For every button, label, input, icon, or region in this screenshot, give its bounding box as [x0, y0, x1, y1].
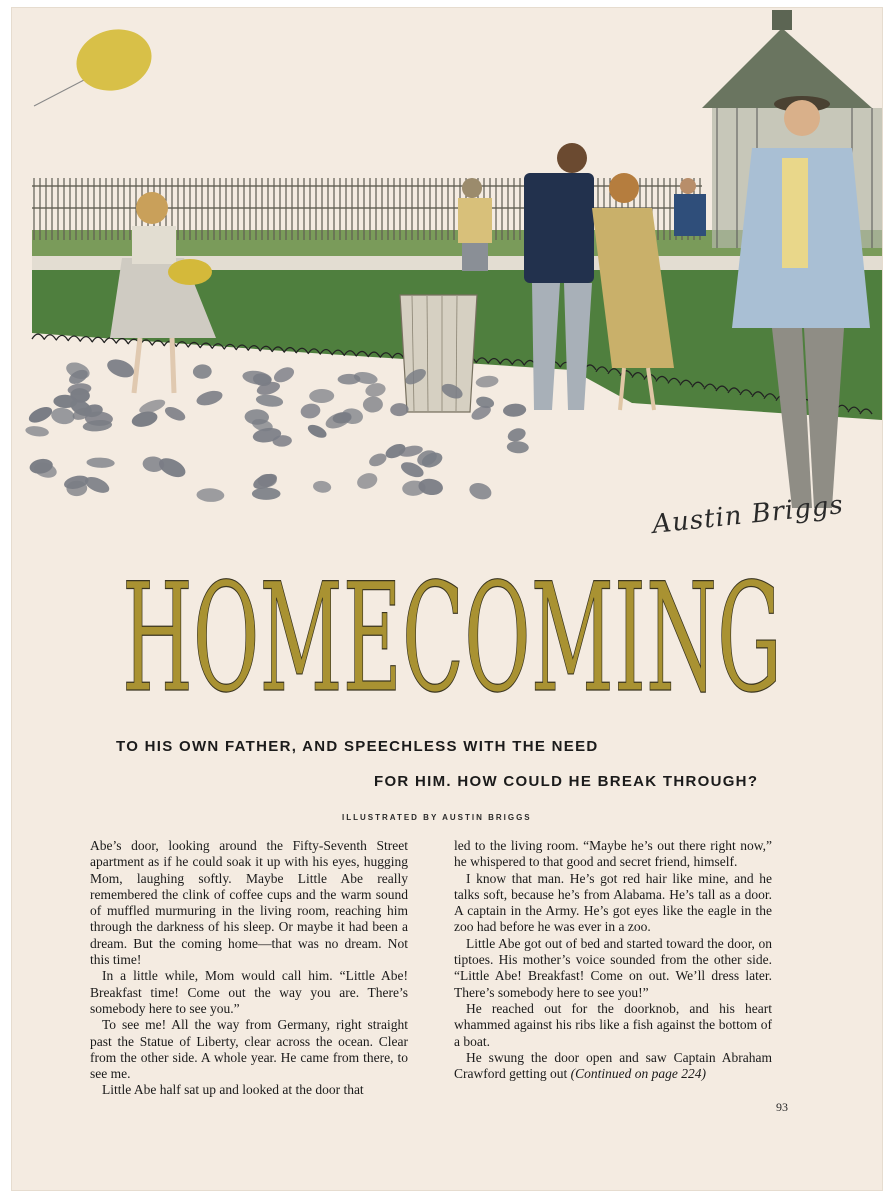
park-illustration	[12, 8, 882, 528]
paragraph: I know that man. He’s got red hair like mine, and he talks soft, because he’s from Alabama. He’s tall as a door. A captain in the Army. He’s got eyes like the eagle in the zoo had before he was ever in a zoo.	[454, 870, 772, 935]
paragraph: He reached out for the doorknob, and his heart whammed against his ribs like a fish against the bottom of a boat.	[454, 1000, 772, 1049]
paragraph: In a little while, Mom would call him. “Little Abe! Breakfast time! Come out the way you are. There’s somebody here to see you.”	[90, 968, 408, 1016]
paragraph: Abe’s door, looking around the Fifty-Seventh Street apartment as if he could soak it up with his eyes, hugging Mom, laughing softly. Maybe Little Abe really remembered the clink of coffee cups and the warm sound of muffled murmuring in the living room, reaching him through the darkness of his sleep. Or maybe it had been a dream. But the coming home—that was no dream. Not this time!	[90, 838, 408, 968]
illustrator-credit: ILLUSTRATED BY AUSTIN BRIGGS	[342, 813, 532, 822]
story-title	[112, 530, 792, 710]
paragraph-last	[454, 1050, 772, 1083]
magazine-page	[12, 8, 882, 1190]
artist-signature: Austin Briggs	[650, 490, 846, 540]
page-number: 93	[776, 1100, 788, 1114]
paragraph: Little Abe half sat up and looked at the door that	[102, 1082, 364, 1098]
title-text: HOMECOMING	[122, 552, 782, 710]
paragraph: Little Abe got out of bed and started toward the door, on tiptoes. His mother’s voice sounded from the other side. “Little Abe! Breakfast! Come on out. We’ll dress later. There’s somebody here to see you!”	[454, 935, 772, 1000]
subtitle-line-1: TO HIS OWN FATHER, AND SPEECHLESS WITH THE NEED	[116, 738, 599, 755]
text-column-left	[90, 838, 408, 1099]
paragraph: led to the living room. “Maybe he’s out there right now,” he whispered to that good and secret friend, himself.	[454, 838, 772, 870]
subtitle-line-2: FOR HIM. HOW COULD HE BREAK THROUGH?	[374, 773, 759, 790]
continued-note: (Continued on page 224)	[570, 1066, 706, 1082]
text-column-right	[454, 838, 772, 1082]
last-paragraph-text: He swung the door open and saw Captain Abraham Crawford getting out	[454, 1049, 772, 1082]
paragraph: To see me! All the way from Germany, right straight past the Statue of Liberty, clear across the ocean. Clear from the other side. A whole year. He came from there, to see me.	[90, 1017, 408, 1082]
